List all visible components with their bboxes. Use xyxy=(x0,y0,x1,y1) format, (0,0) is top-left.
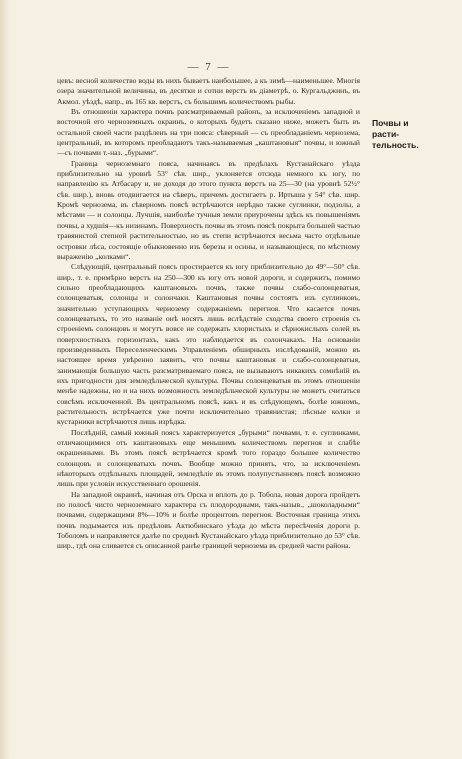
text-column xyxy=(57,76,360,552)
margin-note-line: Почвы и xyxy=(372,118,409,128)
paragraph-chernozem-belt: Граница черноземнаго пояса, начинаясь въ предѣлахъ Кустанайскаго уѣзда приблизительно на уровнѣ 53° сѣв. шир., уклоняется отсюда немного къ югу, по направленію къ Атбасару и, не доходя до этого пункта верстъ на 25—30 (на уровнѣ 52½° сѣв. шир.), вновь отодвигается на сѣверъ, причемъ достигаетъ р. Иртыша у 54° сѣв. шир. Кромѣ чернозема, въ сѣверномъ поясѣ встрѣчаются нерѣдко также суглинки, подзолы, а мѣстами — и солонцы. Лучшія, наиболѣе тучныя земли приурочены здѣсь къ повышеніямъ почвы, а худшія—къ низинамъ. Поверхность почвы въ этомъ поясѣ покрыта большей частью травянистой степной растительностью, но въ степи встрѣчаются весьма часто отдѣльные островки лѣса, состоящіе обыкновенно изъ березы и осины, и называющіеся, по мѣстному выраженію „колками“. xyxy=(57,158,360,261)
margin-note-line: тельность. xyxy=(372,140,419,150)
page-spine-shadow xyxy=(0,0,10,759)
paragraph-southern-belt: Послѣдній, самый южный поясъ характеризуется „бурыми“ почвами, т. е. суглинками, отличающимися отъ каштановыхъ еще меньшимъ количествомъ перегноя и слабѣе окрашенными. Въ этомъ поясѣ встрѣчается кромѣ того гораздо большее количество солонцовъ и солонцеватыхъ почвъ. Вообще можно принять, что, за исключеніемъ нѣкоторыхъ отдѣльныхъ площадей, земледѣліе въ этомъ полупустынномъ поясѣ возможно лишь при условіи искусственнаго орошенія. xyxy=(57,427,360,489)
margin-note-line: расти- xyxy=(372,129,400,139)
paragraph-western-margin: На западной окраинѣ, начиная отъ Орска и вплоть до р. Тобола, новая дорога пройдетъ по полосѣ чисто черноземнаго характера съ плодородными, такъ-назыв., „шоколадными“ почвами, содержащими 8%—10% и болѣе процентовъ перегноя. Восточная граница этихъ почвъ подымается изъ предѣловъ Актюбинскаго уѣзда до мѣста пересѣченія дороги р. Тоболомъ и направляется далѣе по срединѣ Кустанайскаго уѣзда приблизительно до 53° сѣв. шир., гдѣ она сливается съ описанной ранѣе границей чернозема въ средней части района. xyxy=(57,489,360,551)
paragraph-soil-belts: Въ отношеніи характера почвъ разсматриваемый районъ, за исключеніемъ западной и восточной его черноземныхъ окраинъ, о которыхъ будетъ сказано ниже, можетъ быть въ остальной своей части раздѣленъ на три пояса: сѣверный — съ преобладаніемъ чернозема, центральный, въ которомъ преобладаютъ такъ-называемыя „каштановыя“ почвы, и южный—съ почвами т.-наз. „бурыми“. xyxy=(57,107,360,158)
paragraph-central-belt: Слѣдующій, центральный поясъ простирается къ югу приблизительно до 49°—50° сѣв. шир., т. е. примѣрно верстъ на 250—300 къ югу отъ новой дороги, и содержитъ, помимо сильно преобладающихъ каштановыхъ почвъ, также почвы слабо-солонцеватыя, солонцеватыя, солонцы и солончаки. Каштановыя почвы состоятъ изъ суглинковъ, значительно уступающихъ чернозему содержаніемъ перегноя. Что касается почвъ солонцеватыхъ, то это названіе онѣ носятъ лишь вслѣдствіе сходства своего строенія съ строеніемъ солонцовъ и могутъ вовсе не содержать хлористыхъ и сѣрнокислыхъ солей въ поверхностныхъ горизонтахъ, какъ это наблюдается въ солончакахъ. На основаніи произведенныхъ Переселенческимъ Управленіемъ обширныхъ изслѣдованій, можно въ настоящее время увѣренно заявить, что почвы каштановыя и слабо-солонцеватыя, занимающія большую часть разсматриваемаго пояса, не вызываютъ никакихъ сомнѣній въ ихъ пригодности для земледѣльческой культуры. Почвы солонцеватыя въ этомъ отношеніи менѣе надежны, но и на нихъ возможность земледѣльческой культуры не можетъ считаться совсѣмъ исключенной. Въ центральномъ поясѣ, какъ и въ слѣдующемъ, болѣе южномъ, растительность встрѣчается уже почти исключительно травянистая; лѣсные колки и кустарники встрѣчаются лишь изрѣдка. xyxy=(57,262,360,427)
paragraph-lakes: цевъ: весной количество воды въ нихъ бываетъ наибольшее, а къ зимѣ—наименьшее. Многія озера значительной величины, въ десятки и сотни верстъ въ діаметрѣ, о. Кургальджинъ, въ Акмол. уѣздѣ, напр., въ 165 кв. верстъ, съ большимъ количествомъ рыбы. xyxy=(57,76,360,106)
page-number: — 7 — xyxy=(187,61,231,73)
margin-note xyxy=(372,118,438,151)
